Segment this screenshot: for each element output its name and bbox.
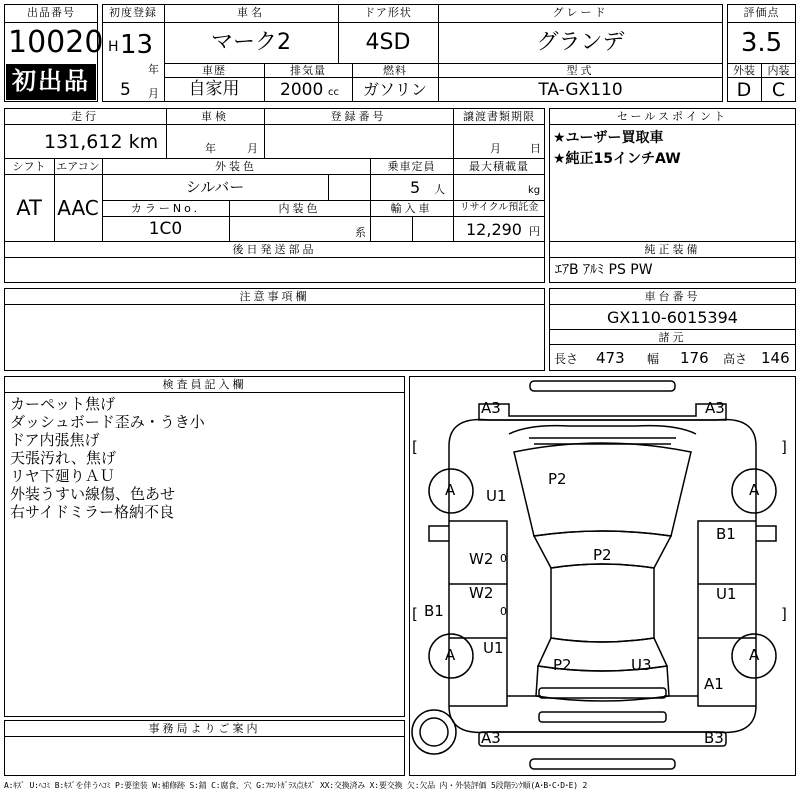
fuel-label: 燃料 [383, 64, 407, 77]
length-label: 長さ [554, 352, 579, 366]
recycle-unit: 円 [529, 225, 540, 238]
ext-color-label: 外装色 [215, 160, 257, 173]
mark-w2-front-left-door: W2 [469, 550, 494, 568]
first-listing-badge-text: 初出品 [12, 67, 90, 95]
color-no-label: カラーNo. [130, 202, 201, 215]
first-reg-label: 初度登録 [109, 6, 157, 19]
mark-a3-front-left: A3 [481, 399, 501, 417]
later-parts-label: 後日発送部品 [232, 243, 317, 256]
int-color-unit: 系 [355, 226, 366, 239]
inspector-line: 天張汚れ、焦げ [10, 449, 116, 467]
capacity: 5 [410, 178, 421, 197]
capacity-unit: 人 [434, 183, 445, 196]
inspector-line: 右サイドミラー格納不良 [10, 503, 174, 521]
grade-label: グレード [552, 6, 609, 19]
mark-zero-1: 0 [500, 552, 507, 565]
ext-color: シルバー [185, 178, 245, 196]
transfer-month-unit: 月 [490, 142, 501, 155]
mark-wheel-rear-right: A [749, 646, 760, 664]
history-label: 車歴 [202, 64, 226, 77]
inspection-month-unit: 月 [247, 142, 258, 155]
int-color-label: 内装色 [278, 202, 321, 215]
dimensions-label: 諸元 [658, 331, 687, 344]
capacity-label: 乗車定員 [387, 160, 436, 173]
car-name: マーク2 [211, 30, 291, 55]
equipment-label: 純正装備 [644, 243, 701, 256]
reg-number-label: 登録番号 [330, 110, 387, 123]
door-label: ドア形状 [364, 6, 412, 19]
transfer-deadline-label: 譲渡書類期限 [463, 110, 535, 123]
model-label: 型式 [566, 64, 595, 77]
mark-p2-roof: P2 [593, 546, 612, 564]
door-type: 4SD [365, 30, 411, 55]
lot-number: 10020 [8, 25, 104, 60]
sales-point-1: ★ユーザー買取車 [553, 130, 664, 146]
width-label: 幅 [647, 352, 660, 366]
exterior-grade: D [736, 79, 752, 101]
recycle-label: リサイクル預託金 [459, 202, 539, 213]
mark-b3-rear-right: B3 [704, 729, 724, 747]
mark-zero-2: 0 [500, 605, 507, 618]
mileage-label: 走行 [71, 110, 99, 123]
score: 3.5 [740, 28, 783, 58]
transfer-day-unit: 日 [530, 142, 541, 155]
history: 自家用 [188, 79, 240, 99]
score-label: 評価点 [743, 6, 780, 19]
era: H [108, 39, 119, 55]
inspector-line: 外装うすい線傷、色あせ [10, 485, 176, 503]
notes-label: 注意事項欄 [239, 290, 310, 303]
shift: AT [16, 196, 42, 220]
car-name-label: 車名 [237, 6, 265, 19]
legend: A:ｷｽﾞ U:ﾍｺﾐ B:ｷｽﾞを伴うﾍｺﾐ P:要塗装 W:補修跡 S:錆 C:腐食、穴 G:ﾌﾛﾝﾄｶﾞﾗｽ点ｷｽﾞ XX:交換済み X:要交換 欠:欠品 内・外装評価 5段階ﾗﾝｸ順(A･B･C･D･E) 2 [4, 781, 588, 790]
height-label: 高さ [723, 352, 748, 366]
lot-number-label: 出品番号 [27, 6, 75, 19]
car-diagram [409, 376, 796, 776]
grade: グランデ [536, 30, 625, 55]
year-unit: 年 [148, 63, 159, 76]
displacement: 2000 [280, 80, 324, 100]
first-reg-year: 13 [120, 30, 154, 60]
equipment: ｴｱB ｱﾙﾐ PS PW [555, 262, 653, 278]
mark-u1-front-left: U1 [486, 487, 507, 505]
first-reg-month: 5 [120, 80, 131, 100]
max-load-label: 最大積載量 [469, 160, 529, 173]
chassis-label: 車台番号 [644, 290, 701, 303]
sales-point-2: ★純正15インチAW [553, 151, 681, 167]
exterior-label: 外装 [733, 64, 755, 77]
mark-u1-rear-right-door: U1 [716, 585, 737, 603]
inspection-year-unit: 年 [205, 142, 216, 155]
width: 176 [680, 349, 709, 367]
mark-a1-rear-right: A1 [704, 675, 724, 693]
inspector-notes [10, 395, 205, 521]
shift-label: シフト [12, 160, 46, 173]
mark-w2-rear-left-door: W2 [469, 584, 494, 602]
length: 473 [596, 349, 625, 367]
inspector-line: リヤ下廻りＡＵ [10, 467, 115, 485]
mark-u3-trunk: U3 [631, 656, 652, 674]
color-no: 1C0 [148, 219, 183, 239]
mark-a3-rear-left: A3 [481, 729, 501, 747]
sales-points-label: セールスポイント [616, 110, 728, 123]
recycle-fee: 12,290 [466, 220, 522, 239]
chassis-number: GX110-6015394 [607, 308, 738, 327]
fuel: ガソリン [362, 80, 427, 99]
month-unit: 月 [148, 87, 159, 100]
inspector-label: 検査員記入欄 [162, 378, 247, 391]
mark-wheel-front-right: A [749, 481, 760, 499]
interior-label: 内装 [767, 64, 790, 77]
mileage: 131,612 km [44, 131, 159, 153]
mark-wheel-front-left: A [445, 481, 456, 499]
mark-b1-left: B1 [424, 602, 444, 620]
inspector-line: ダッシュボード歪み・うき小 [10, 413, 205, 431]
mark-p2-trunk: P2 [553, 656, 572, 674]
ac-label: エアコン [56, 160, 100, 173]
import-label: 輸入車 [390, 202, 433, 215]
mark-u1-rear-left: U1 [483, 639, 504, 657]
displacement-unit: cc [328, 87, 339, 98]
bracket-right-1: ] [781, 438, 787, 456]
inspector-line: ドア内張焦げ [10, 431, 100, 449]
ac: AAC [57, 196, 99, 220]
inspection-label: 車検 [201, 110, 229, 123]
bracket-right-2: ] [781, 605, 787, 623]
office-label: 事務局よりご案内 [148, 722, 261, 735]
inspector-line: カーペット焦げ [10, 395, 116, 413]
max-load-unit: kg [528, 185, 541, 196]
height: 146 [761, 349, 790, 367]
model: TA-GX110 [538, 80, 623, 100]
displacement-label: 排気量 [290, 64, 326, 77]
mark-a3-front-right: A3 [705, 399, 725, 417]
mark-p2-hood: P2 [548, 470, 567, 488]
interior-grade: C [771, 79, 786, 101]
bracket-left-1: [ [412, 438, 418, 456]
mark-b1-front-right: B1 [716, 525, 736, 543]
mark-wheel-rear-left: A [445, 646, 456, 664]
bracket-left-2: [ [412, 605, 418, 623]
